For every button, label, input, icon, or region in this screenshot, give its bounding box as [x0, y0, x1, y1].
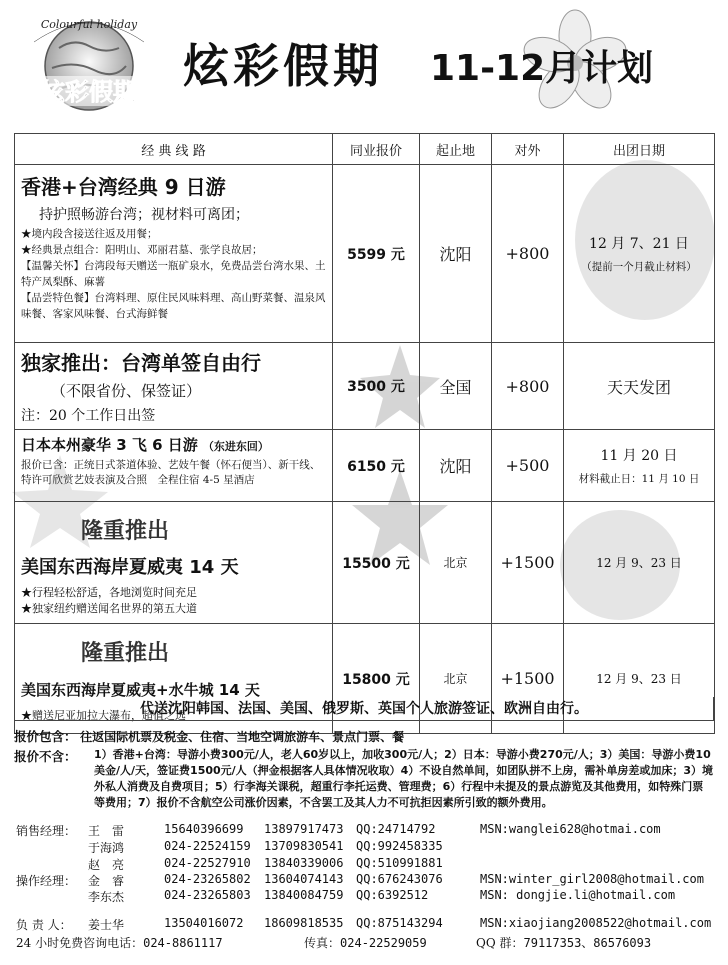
pricing-section: [14, 727, 714, 811]
route-origin: 北京: [420, 502, 492, 624]
header-origin: 起止地: [420, 134, 492, 165]
hotline-number: 024-8861117: [143, 936, 223, 950]
contact-phone: 024-22524159: [164, 839, 251, 853]
contact-msn: MSN: dongjie.li@hotmail.com: [480, 888, 676, 902]
contact-phone: 15640396699: [164, 822, 244, 836]
promo-label: 隆重推出: [81, 519, 170, 544]
contact-phone: 024-22527910: [164, 856, 251, 870]
route-title: 美国东西海岸夏威夷 14 天: [21, 557, 239, 578]
svg-text:Colourful holiday: Colourful holiday: [40, 18, 138, 31]
contact-name: 金 睿: [88, 874, 125, 888]
contact-phone: 024-23265803: [164, 888, 251, 902]
route-origin: 沈阳: [420, 430, 492, 502]
table-row: [15, 165, 715, 343]
hotline-label: 24 小时免费咨询电话：: [16, 936, 144, 950]
date-main: 天天发团: [606, 377, 671, 397]
route-origin: 沈阳: [420, 165, 492, 343]
contact-qq: QQ:992458335: [356, 839, 443, 853]
route-line: ★行程轻松舒适，各地浏览时间充足: [21, 586, 197, 599]
date-note: 材料截止日：11 月 10 日: [578, 473, 700, 485]
contact-mobile: 13709830541: [264, 839, 344, 853]
route-cell: [15, 502, 333, 624]
contact-qq: QQ:24714792: [356, 822, 436, 836]
route-date: [564, 430, 715, 502]
contact-mobile: 13840339006: [264, 856, 344, 870]
route-line: ★独家纽约赠送闻名世界的第五大道: [21, 602, 197, 615]
brand-title: 炫彩假期: [183, 39, 383, 93]
route-price: 15800 元: [333, 624, 420, 734]
contact-qq: QQ:6392512: [356, 888, 429, 902]
contact-name: 王 雷: [88, 824, 125, 838]
route-title-wrap: [21, 434, 326, 455]
contact-name: 姜士华: [88, 918, 125, 932]
contact-name: 李东杰: [88, 890, 125, 904]
contact-qq: QQ:510991881: [356, 856, 443, 870]
route-cell: [15, 165, 333, 343]
exclude-text: 1）香港+台湾：导游小费300元/人，老人60岁以上，加收300元/人；2）日本：导游小费270元/人；3）美国：导游小费10美金/人/天，签证费1500元/人（押金根据客人具体情况收取）4）不设自然单间，如团队拼不上房，需补单房差或加床；3）境外私人消费及自费项目；5）行李海关课税，超重行李托运费、管理费；6）行程中未提及的景点游览及其他费用，如特殊门票等费用；7）报价不含航空公司涨价因素，不含罢工及其人力不可抗拒因素所引致的额外费用。: [94, 748, 713, 809]
contact-msn: MSN:winter_girl2008@hotmail.com: [480, 872, 704, 886]
route-external: +800: [492, 165, 564, 343]
route-title: 美国东西海岸夏威夷+水牛城 14 天: [21, 681, 260, 699]
include-text: 往返国际机票及税金、住宿、当地空调旅游车、景点门票、餐: [80, 730, 405, 744]
contact-mobile: 13840084759: [264, 888, 344, 902]
route-title-note: （东进东回）: [202, 440, 269, 453]
header-date: 出团日期: [564, 134, 715, 165]
route-line: 报价已含：正统日式茶道体验、艺妓午餐（怀石便当）、新干线、特许可欣赏艺妓表演及合照 全程住宿 4-5 星酒店: [21, 459, 321, 486]
ops-label: 操作经理：: [16, 874, 77, 888]
route-price: 6150 元: [333, 430, 420, 502]
route-date: [564, 502, 715, 624]
route-line: 注：20 个工作日出签: [21, 408, 156, 424]
route-line: ★境内段含接送往返及用餐；: [21, 228, 158, 240]
date-note: （提前一个月截止材料）: [581, 261, 697, 273]
plan-title: 11-12月计划: [430, 48, 654, 89]
exclude-label: 报价不含：: [14, 749, 77, 764]
sales-label: 销售经理：: [16, 824, 77, 838]
contact-mobile: 13604074143: [264, 872, 344, 886]
route-line: 【品尝特色餐】台湾料理、原住民风味料理、高山野菜餐、温泉风味餐、客家风味餐、台式海鲜餐: [21, 292, 326, 320]
table-row: [15, 343, 715, 430]
route-line: 【温馨关怀】台湾段每天赠送一瓶矿泉水，免费品尝台湾水果、土特产凤梨酥、麻薯: [21, 260, 326, 288]
contact-phone: 13504016072: [164, 916, 244, 930]
route-subtitle: 持护照畅游台湾；视材料可离团；: [39, 207, 249, 223]
hotline: [16, 934, 223, 950]
header-route: 经 典 线 路: [15, 134, 333, 165]
date-main: 12 月 9、23 日: [596, 556, 682, 570]
header-external: 对外: [492, 134, 564, 165]
route-date: [564, 165, 715, 343]
contact-mobile: 13897917473: [264, 822, 344, 836]
exclude-row: [14, 747, 714, 811]
route-origin: 全国: [420, 343, 492, 430]
route-price: 5599 元: [333, 165, 420, 343]
date-main: 12 月 7、21 日: [589, 236, 689, 252]
svg-text:炫彩假期: 炫彩假期: [41, 78, 137, 106]
route-origin: 北京: [420, 624, 492, 734]
route-external: +1500: [492, 624, 564, 734]
route-cell: [15, 430, 333, 502]
route-price: 15500 元: [333, 502, 420, 624]
route-title: 日本本州豪华 3 飞 6 日游: [21, 436, 198, 454]
contact-name: 于海鸿: [88, 841, 125, 855]
promo-label: 隆重推出: [81, 641, 170, 666]
include-label: 报价包含：: [14, 729, 77, 744]
qq-group: [476, 934, 651, 950]
route-line: ★赠送尼亚加拉大瀑布，超值之选: [21, 709, 186, 722]
contact-name: 赵 亮: [88, 858, 125, 872]
route-title: 香港+台湾经典 9 日游: [21, 175, 226, 199]
contact-qq: QQ:875143294: [356, 916, 443, 930]
route-external: +1500: [492, 502, 564, 624]
route-date: [564, 343, 715, 430]
header-price: 同业报价: [333, 134, 420, 165]
contact-msn: MSN:wanglei628@hotmai.com: [480, 822, 661, 836]
routes-table: [14, 133, 715, 734]
date-main: 11 月 20 日: [600, 448, 678, 464]
fax-number: 024-22529059: [340, 936, 427, 950]
contact-mobile: 18609818535: [264, 916, 344, 930]
fax-label: 传真：: [304, 936, 341, 950]
contact-phone: 024-23265802: [164, 872, 251, 886]
route-external: +500: [492, 430, 564, 502]
visa-note: 代送沈阳韩国、法国、美国、俄罗斯、英国个人旅游签证、欧洲自由行。: [14, 697, 714, 721]
include-row: [14, 727, 714, 745]
table-row: [15, 430, 715, 502]
date-main: 12 月 9、23 日: [596, 672, 682, 686]
fax: [304, 934, 427, 950]
table-row: [15, 502, 715, 624]
route-line: ★经典景点组合：阳明山、邓丽君墓、张学良故居；: [21, 244, 263, 256]
route-subtitle: （不限省份、保签证）: [51, 382, 202, 400]
qq-group-label: QQ 群：: [476, 936, 524, 950]
lead-label: 负 责 人：: [16, 918, 72, 932]
contact-qq: QQ:676243076: [356, 872, 443, 886]
route-cell: [15, 343, 333, 430]
table-header-row: [15, 134, 715, 165]
route-title: 独家推出：台湾单签自由行: [21, 351, 261, 375]
route-price: 3500 元: [333, 343, 420, 430]
contact-msn: MSN:xiaojiang2008522@hotmail.com: [480, 916, 712, 930]
route-external: +800: [492, 343, 564, 430]
qq-group-number: 79117353、86576093: [523, 936, 652, 950]
